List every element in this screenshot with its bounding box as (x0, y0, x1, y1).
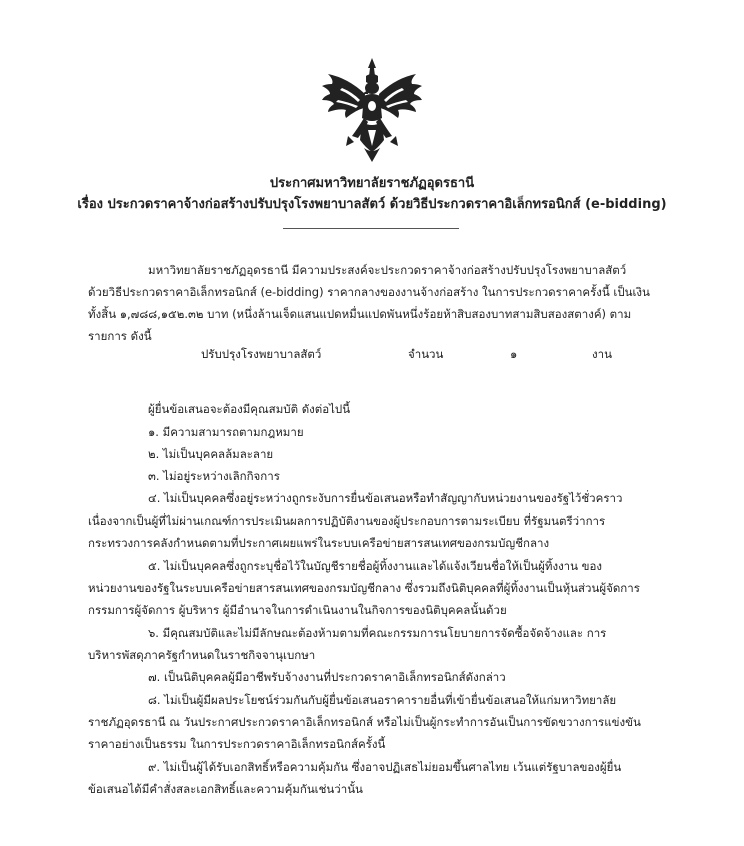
qualifications-heading: ผู้ยื่นข้อเสนอจะต้องมีคุณสมบัติ ดังต่อไปนี้ (148, 402, 351, 416)
intro-line-2: ด้วยวิธีประกวดราคาอิเล็กทรอนิกส์ (e-bidding) ราคากลางของงานจ้างก่อสร้าง ในการประกวดราคาครั้งนี้ เป็นเงิน (88, 285, 650, 299)
qualification-line: กรรมการผู้จัดการ ผู้บริหาร ผู้มีอำนาจในการดำเนินงานในกิจการของนิติบุคคลนั้นด้วย (88, 603, 507, 617)
intro-line-1: มหาวิทยาลัยราชภัฏอุดรธานี มีความประสงค์จะประกวดราคาจ้างก่อสร้างปรับปรุงโรงพยาบาลสัตว์ (148, 263, 627, 277)
qualification-line: บริหารพัสดุภาครัฐกำหนดในราชกิจจานุเบกษา (88, 648, 316, 662)
qualification-line: ๙. ไม่เป็นผู้ได้รับเอกสิทธิ์หรือความคุ้มกัน ซึ่งอาจปฏิเสธไม่ยอมขึ้นศาลไทย เว้นแต่รัฐบาลของผู้ยื่น (148, 760, 622, 774)
qualification-line: กระทรวงการคลังกำหนดตามที่ประกาศเผยแพร่ในระบบเครือข่ายสารสนเทศของกรมบัญชีกลาง (88, 536, 550, 550)
qualification-line: ราคาอย่างเป็นธรรม ในการประกวดราคาอิเล็กทรอนิกส์ครั้งนี้ (88, 737, 386, 751)
qualification-line: ข้อเสนอได้มีคำสั่งสละเอกสิทธิ์และความคุ้มกันเช่นว่านั้น (88, 782, 363, 796)
title-divider (283, 228, 459, 229)
qualification-line: เนื่องจากเป็นผู้ที่ไม่ผ่านเกณฑ์การประเมินผลการปฏิบัติงานของผู้ประกอบการตามระเบียบ ที่รัฐมนตรีว่าการ (88, 514, 606, 528)
announcement-subject: เรื่อง ประกวดราคาจ้างก่อสร้างปรับปรุงโรงพยาบาลสัตว์ ด้วยวิธีประกวดราคาอิเล็กทรอนิกส์ (e-bidding) (77, 197, 667, 212)
qualification-line: ราชภัฏอุดรธานี ณ วันประกาศประกวดราคาอิเล็กทรอนิกส์ หรือไม่เป็นผู้กระทำการอันเป็นการขัดขวางการแข่งขัน (88, 715, 641, 729)
item-name: ปรับปรุงโรงพยาบาลสัตว์ (201, 347, 322, 361)
item-qty: ๑ (510, 347, 518, 361)
qualification-line: ๖. มีคุณสมบัติและไม่มีลักษณะต้องห้ามตามที่คณะกรรมการนโยบายการจัดซื้อจัดจ้างและ การ (148, 626, 607, 640)
qualification-line: ๗. เป็นนิติบุคคลผู้มีอาชีพรับจ้างงานที่ประกวดราคาอิเล็กทรอนิกส์ดังกล่าว (148, 670, 506, 684)
announcement-title: ประกาศมหาวิทยาลัยราชภัฏอุดรธานี (269, 176, 475, 191)
qualification-line: ๓. ไม่อยู่ระหว่างเลิกกิจการ (148, 469, 280, 483)
qualification-line: หน่วยงานของรัฐในระบบเครือข่ายสารสนเทศของกรมบัญชีกลาง ซึ่งรวมถึงนิติบุคคลที่ผู้ทิ้งงานเป็นหุ้นส่วนผู้จัดการ (88, 581, 640, 595)
item-unit: งาน (592, 347, 612, 361)
qualification-line: ๑. มีความสามารถตามกฎหมาย (148, 425, 304, 439)
qualification-line: ๔. ไม่เป็นบุคคลซึ่งอยู่ระหว่างถูกระงับการยื่นข้อเสนอหรือทำสัญญากับหน่วยงานของรัฐไว้ชั่วคราว (148, 491, 623, 505)
garuda-emblem-icon (318, 56, 426, 164)
item-qty-label: จำนวน (408, 347, 444, 361)
qualification-line: ๒. ไม่เป็นบุคคลล้มละลาย (148, 447, 274, 461)
qualification-line: ๕. ไม่เป็นบุคคลซึ่งถูกระบุชื่อไว้ในบัญชีรายชื่อผู้ทิ้งงานและได้แจ้งเวียนชื่อให้เป็นผู้ทิ้งงาน ของ (148, 559, 603, 573)
qualification-line: ๘. ไม่เป็นผู้มีผลประโยชน์ร่วมกันกับผู้ยื่นข้อเสนอราคารายอื่นที่เข้ายื่นข้อเสนอให้แก่มหาวิทยาลัย (148, 693, 617, 707)
intro-line-3: ทั้งสิ้น ๑,๗๘๘,๑๕๒.๓๒ บาท (หนึ่งล้านเจ็ดแสนแปดหมื่นแปดพันหนึ่งร้อยห้าสิบสองบาทสามสิบสองสตางค์) ตาม (88, 307, 632, 321)
intro-line-4: รายการ ดังนี้ (88, 329, 152, 343)
